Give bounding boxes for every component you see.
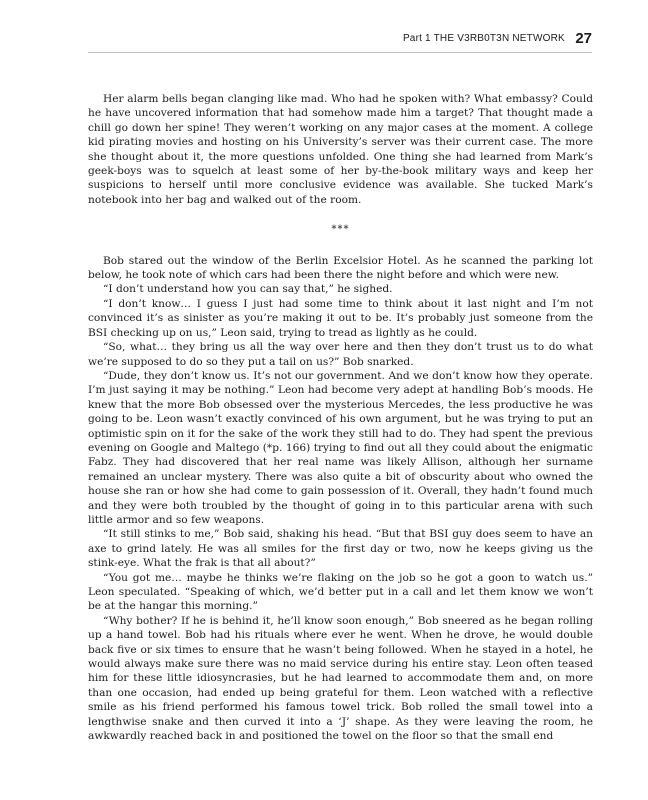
paragraph: “I don’t know… I guess I just had some time to think about it last night and I’m not convinced it’s as sinister as you’re making it out to be. It’s probably just someone from the BSI checking up on us,” Leon said, trying to tread as lightly as he could. [88, 297, 593, 339]
paragraph: “So, what… they bring us all the way over here and then they don’t trust us to do what we’re supposed to do so they put a tail on us?” Bob snarked. [88, 341, 593, 368]
paragraph: Bob stared out the window of the Berlin Excelsior Hotel. As he scanned the parking lot below, he took note of which cars had been there the night before and which were new. [88, 254, 593, 282]
paragraph: “Dude, they don’t know us. It’s not our government. And we don’t know how they operate. I’m just saying it may be nothing.” Leon had become very adept at handling Bob’s moods. He knew that the more Bob obsessed over the mysterious Mercedes, the less productive he was going to be. Leon wasn’t exactly convinced of his own argument, but he was trying to put an optimistic spin on it for the sake of the work they still had to do. They had spent the previous evening on Google and Maltego (*p. 166) trying to find out all they could about the enigmatic Fabz. They had discovered that her real name was likely Allison, although her surname remained an unclear mystery. There was also quite a bit of obscurity about who owned the house she ran or how she had come to gain possession of it. Overall, they hadn’t found much and they were both troubled by the thought of going in to this particular arena with such little armor and so few weapons. [88, 369, 593, 526]
body-text [88, 92, 593, 743]
page-number: 27 [575, 30, 592, 47]
paragraph: “It still stinks to me,” Bob said, shaking his head. “But that BSI guy does seem to have an axe to grind lately. He was all smiles for the first day or two, now he keeps giving us the stink-eye. What the frak is that all about?” [88, 528, 593, 570]
part-title: Part 1 THE V3RB0T3N NETWORK [402, 33, 565, 44]
paragraph: Her alarm bells began clanging like mad. Who had he spoken with? What embassy? Could he have uncovered information that had somehow made him a target? That thought made a chill go down her spine! They weren’t working on any major cases at the moment. A college kid pirating movies and hosting on his University’s server was their current case. The more she thought about it, the more questions unfolded. One thing she had learned from Mark’s geek-boys was to squelch at least some of her by-the-book military ways and keep her suspicions to herself until more conclusive evidence was available. She tucked Mark’s notebook into her bag and walked out of the room. [88, 93, 593, 206]
paragraph: “You got me… maybe he thinks we’re flaking on the job so he got a goon to watch us.” Leon speculated. “Speaking of which, we’d better put in a call and let them know we won’t be at the hangar this morning.” [88, 571, 593, 613]
running-header [88, 30, 592, 53]
paragraph: “Why bother? If he is behind it, he’ll know soon enough,” Bob sneered as he began rolling up a hand towel. Bob had his rituals where ever he went. When he drove, he would double back five or six times to ensure that he wasn’t being followed. When he stayed in a hotel, he would always make sure there was no maid service during his entire stay. Leon often teased him for these little idiosyncrasies, but he had learned to accommodate them and, on more than one occasion, had ended up being grateful for them. Leon watched with a reflective smile as his friend performed his famous towel trick. Bob rolled the small towel into a lengthwise snake and then curved it into a ‘J’ shape. As they were leaving the room, he awkwardly reached back in and positioned the towel on the floor so that the small end [88, 614, 593, 743]
scene-break: *** [331, 224, 350, 236]
paragraph: “I don’t understand how you can say that,” he sighed. [103, 283, 393, 296]
